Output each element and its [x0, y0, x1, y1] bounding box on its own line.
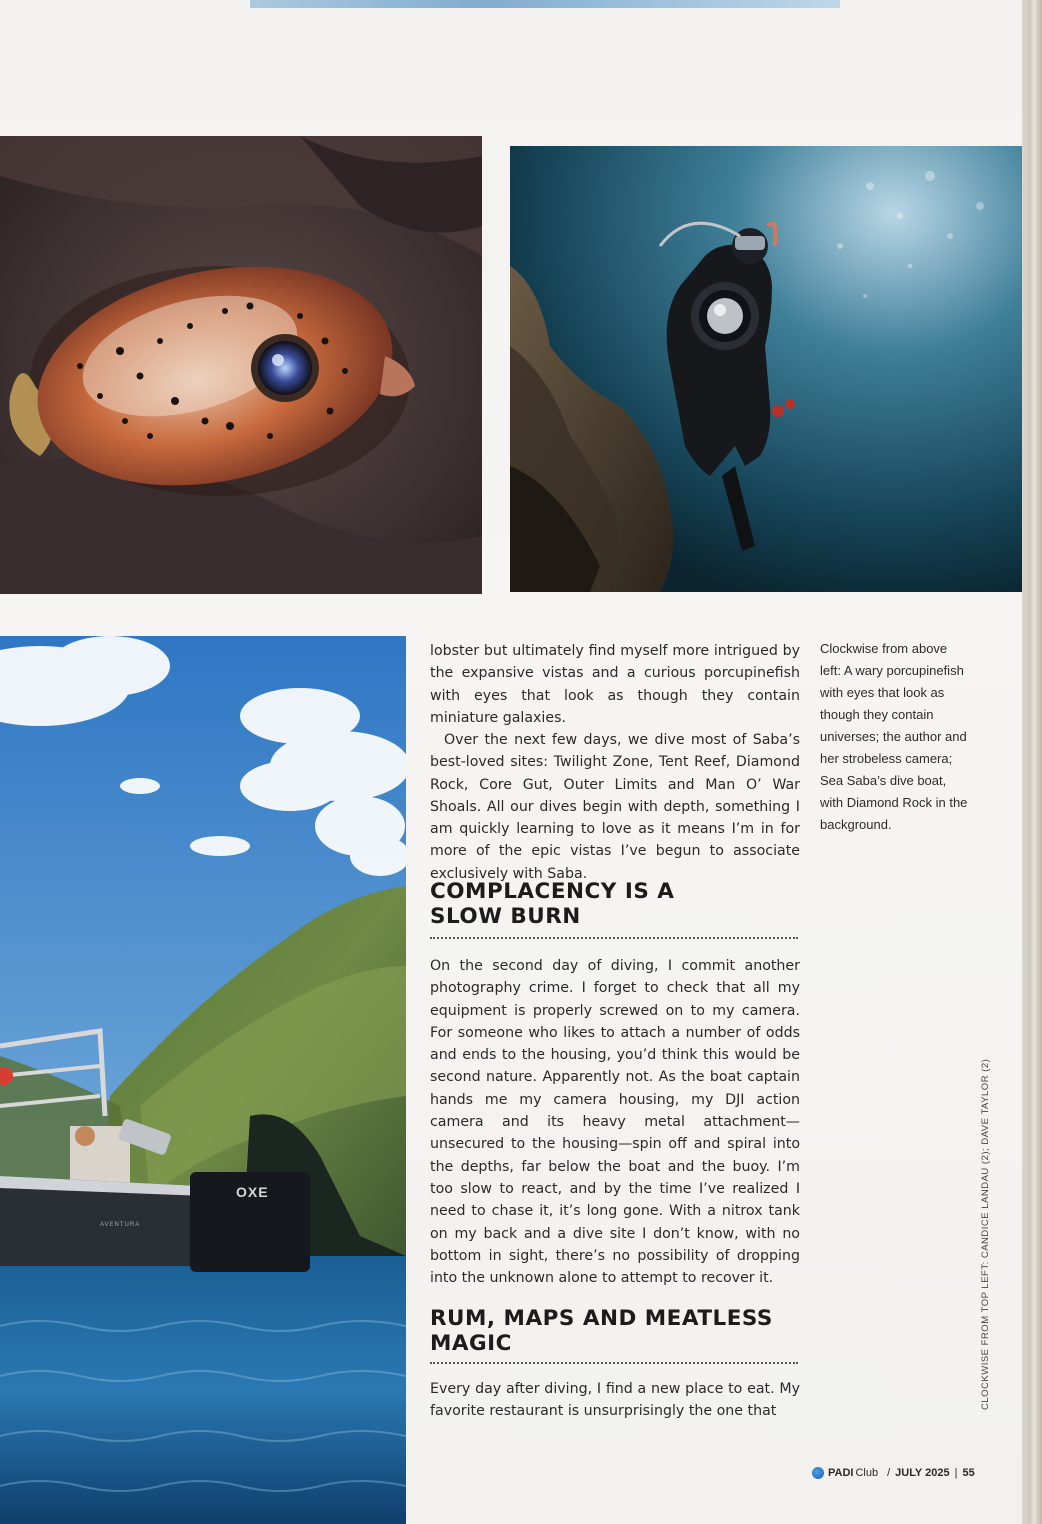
photo-caption: Clockwise from above left: A wary porcupinefish with eyes that look as though they contain universes; the author and her strobeless camera; Sea Saba’s dive boat, with Diamond Rock in the background.: [820, 641, 968, 832]
heading-line: RUM, MAPS AND MEATLESS: [430, 1306, 773, 1331]
page-edge: [1022, 0, 1042, 1524]
outboard-motor-label: OXE: [236, 1184, 269, 1200]
footer-brand: PADI: [828, 1467, 854, 1479]
article-paragraph: Every day after diving, I find a new place to eat. My favorite restaurant is unsurprisingly the one that: [430, 1381, 800, 1420]
footer-issue: JULY 2025: [895, 1467, 950, 1479]
photo-credit: CLOCKWISE FROM TOP LEFT: CANDICE LANDAU (2); DAVE TAYLOR (2): [980, 1058, 991, 1410]
padi-logo-icon: [812, 1467, 824, 1479]
dotted-divider: [430, 937, 798, 939]
dotted-divider: [430, 1362, 798, 1364]
footer-separator: /: [887, 1467, 891, 1479]
article-paragraph: On the second day of diving, I commit another photography crime. I forget to check that all my equipment is properly screwed on to my camera. For someone who likes to attach a number of odds and ends to the housing, you’d think this would be second nature. Apparently not. As the boat captain hands me my camera housing, my DJI action camera and its heavy metal attachment—unsecured to the housing—spin off and spiral into the depths, far below the boat and the buoy. I’m too slow to react, and by the time I’ve realized I need to chase it, it’s long gone. With a nitrox tank on my back and a dive site I don’t know, with no bottom in sight, there’s no possibility of dropping into the unknown alone to attempt to recover it.: [430, 958, 800, 1287]
footer-page-separator: |: [954, 1467, 958, 1479]
heading-line: COMPLACENCY IS A: [430, 879, 675, 904]
porcupinefish-photo: [0, 136, 482, 594]
page-number: 55: [962, 1467, 975, 1479]
article-paragraph: Over the next few days, we dive most of Saba’s best-loved sites: Twilight Zone, Tent Reef, Diamond Rock, Core Gut, Outer Limits and Man O’ War Shoals. All our dives begin with depth, something I am quickly learning to love as it means I’m in for more of the epic vistas I’ve begun to associate exclusively with Saba.: [430, 732, 800, 882]
heading-line: MAGIC: [430, 1331, 512, 1356]
previous-page-edge: [250, 0, 840, 8]
section-heading-complacency: [430, 879, 800, 929]
boat-hull-brand: AVENTURA: [100, 1222, 141, 1228]
dive-boat-photo: [0, 636, 406, 1524]
diver-photo: [510, 146, 1022, 592]
footer-club: Club: [855, 1467, 879, 1479]
section-heading-rum-maps: [430, 1306, 800, 1356]
page-footer: [812, 1465, 975, 1481]
article-paragraph: lobster but ultimately find myself more intrigued by the expansive vistas and a curious porcupinefish with eyes that look as though they contain miniature galaxies.: [430, 643, 800, 726]
heading-line: SLOW BURN: [430, 904, 581, 929]
